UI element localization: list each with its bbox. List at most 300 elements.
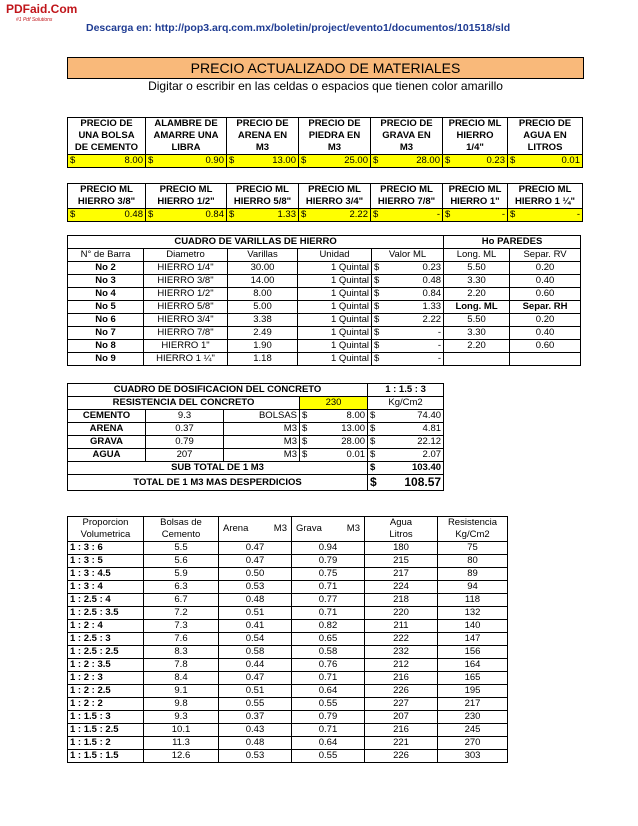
bags-value: 7.8 [144, 659, 219, 672]
gravel-value: 0.75 [292, 568, 365, 581]
sand-value: 0.55 [219, 698, 292, 711]
rebar-bar: No 8 [68, 340, 144, 353]
prices1-price-input-value: 0.90 [205, 155, 224, 166]
rebar-bar: No 7 [68, 327, 144, 340]
water-value: 207 [365, 711, 438, 724]
proportion-ratio: 1 : 3 : 5 [68, 555, 144, 568]
bags-value: 10.1 [144, 724, 219, 737]
bags-value: 11.3 [144, 737, 219, 750]
resistance-value: 230 [438, 711, 508, 724]
material-unit: BOLSAS [224, 410, 300, 423]
material-total-value: 4.81 [422, 423, 442, 434]
sand-value: 0.50 [219, 568, 292, 581]
rebar-value [372, 327, 444, 340]
rebar-value-value: - [437, 340, 442, 351]
prices1-price-input[interactable] [68, 155, 146, 168]
prices1-price-input-value: 25.00 [344, 155, 368, 166]
material-total-value: 74.40 [417, 410, 442, 421]
prices2-header-line: PRECIO ML [308, 184, 361, 195]
table-row [68, 685, 508, 698]
proportion-ratio: 1 : 1.5 : 2 [68, 737, 144, 750]
water-value: 180 [365, 542, 438, 555]
material-price-value: 8.00 [346, 410, 366, 421]
resistance-value: 195 [438, 685, 508, 698]
prices2-price-input[interactable] [508, 209, 583, 222]
prices1-header-line: PRECIO DE [236, 118, 289, 129]
prices2-header-line: PRECIO ML [236, 184, 289, 195]
sand-value: 0.43 [219, 724, 292, 737]
sand-value: 0.48 [219, 737, 292, 750]
rebar-value [372, 340, 444, 353]
subtotal-value-value: 103.40 [411, 462, 442, 473]
prices1-header [68, 118, 146, 155]
walls-separation: 0.60 [510, 340, 581, 353]
rebar-quantity: 1.18 [228, 353, 298, 366]
rebar-unit: 1 Quintal [298, 301, 372, 314]
table-row [68, 568, 508, 581]
rebar-quantity: 2.49 [228, 327, 298, 340]
prices1-price-input[interactable] [508, 155, 583, 168]
prices1-header-line: 1/4" [466, 142, 484, 153]
table-row [68, 410, 444, 423]
rebar-diameter: HIERRO 1/2" [144, 288, 228, 301]
proportion-ratio: 1 : 2.5 : 3.5 [68, 607, 144, 620]
table-row [68, 301, 581, 314]
material-total-currency: $ [370, 410, 376, 421]
bags-header-line: Bolsas de [160, 517, 202, 528]
rebar-bar: No 6 [68, 314, 144, 327]
walls-separation: 0.40 [510, 327, 581, 340]
bags-value: 5.9 [144, 568, 219, 581]
prices1-price-input-value: 0.23 [486, 155, 505, 166]
gravel-header [292, 517, 365, 542]
prices1-header-line: UNA BOLSA [78, 130, 135, 141]
subtotal-value [368, 462, 444, 475]
proportion-ratio: 1 : 2 : 4 [68, 620, 144, 633]
rebar-unit: 1 Quintal [298, 288, 372, 301]
rebar-column-header: N° de Barra [68, 249, 144, 262]
rebar-bar: No 2 [68, 262, 144, 275]
table-row [68, 288, 581, 301]
total-label: TOTAL DE 1 M3 MAS DESPERDICIOS [68, 475, 368, 491]
prices2-price-input[interactable] [299, 209, 371, 222]
prices2-price-input[interactable] [371, 209, 443, 222]
rebar-diameter: HIERRO 1/4" [144, 262, 228, 275]
rebar-value-value: 0.23 [422, 262, 442, 273]
material-total [368, 436, 444, 449]
prices-table-1 [67, 117, 583, 168]
resistance-value: 89 [438, 568, 508, 581]
gravel-value: 0.71 [292, 724, 365, 737]
walls-length: 3.30 [444, 275, 510, 288]
resistance-value: 303 [438, 750, 508, 763]
water-value: 217 [365, 568, 438, 581]
brand-tagline: #1 Pdf Solutions [16, 17, 53, 23]
prices1-header-line: AGUA EN [523, 130, 567, 141]
download-link[interactable]: Descarga en: http://pop3.arq.com.mx/boletin/project/evento1/documentos/101518/sld [86, 22, 511, 34]
rebar-table [67, 235, 581, 366]
resistance-value: 147 [438, 633, 508, 646]
prices1-header-line: LITROS [527, 142, 563, 153]
prices2-value-row [68, 209, 583, 222]
rebar-unit: 1 Quintal [298, 327, 372, 340]
water-value: 222 [365, 633, 438, 646]
prices1-price-input-value: 28.00 [416, 155, 440, 166]
walls-length [444, 353, 510, 366]
rebar-value [372, 301, 444, 314]
prices1-header-line: PRECIO DE [308, 118, 361, 129]
subtotal-label: SUB TOTAL DE 1 M3 [68, 462, 368, 475]
material-quantity: 0.79 [146, 436, 224, 449]
resistance-header-line: Kg/Cm2 [455, 529, 490, 540]
rebar-value-value: - [437, 353, 442, 364]
material-total-value: 22.12 [417, 436, 442, 447]
walls-length: Long. ML [444, 301, 510, 314]
prices2-price-input-value: 1.33 [277, 209, 296, 220]
subtotal-value-currency: $ [370, 462, 376, 473]
table-row [68, 449, 444, 462]
material-total [368, 423, 444, 436]
gravel-value: 0.55 [292, 698, 365, 711]
dosage-table [67, 383, 444, 491]
bags-value: 9.3 [144, 711, 219, 724]
rebar-value-currency: $ [374, 301, 380, 312]
walls-length: 2.20 [444, 288, 510, 301]
rebar-value-currency: $ [374, 353, 380, 364]
prices2-header-line: PRECIO ML [448, 184, 502, 195]
bags-value: 7.3 [144, 620, 219, 633]
bags-value: 6.3 [144, 581, 219, 594]
rebar-diameter: HIERRO 7/8" [144, 327, 228, 340]
sand-value: 0.53 [219, 581, 292, 594]
proportion-header-line: Proporcion [82, 517, 129, 528]
rebar-value-currency: $ [374, 288, 380, 299]
water-value: 216 [365, 724, 438, 737]
water-value: 232 [365, 646, 438, 659]
table-row [68, 581, 508, 594]
gravel-value: 0.55 [292, 750, 365, 763]
proportion-ratio: 1 : 2 : 2.5 [68, 685, 144, 698]
proportions-header-row [68, 517, 508, 542]
prices2-price-input-value: 0.84 [205, 209, 224, 220]
prices2-price-input-currency: $ [301, 209, 307, 220]
rebar-diameter: HIERRO 3/4" [144, 314, 228, 327]
prices2-price-input[interactable] [68, 209, 146, 222]
table-row [68, 620, 508, 633]
prices2-price-input-value: - [436, 209, 440, 220]
water-value: 220 [365, 607, 438, 620]
gravel-value: 0.71 [292, 672, 365, 685]
material-name: GRAVA [68, 436, 146, 449]
gravel-value: 0.94 [292, 542, 365, 555]
prices1-header-line: PRECIO DE [380, 118, 433, 129]
bags-value: 5.6 [144, 555, 219, 568]
proportion-ratio: 1 : 2 : 2 [68, 698, 144, 711]
page-title: PRECIO ACTUALIZADO DE MATERIALES [190, 60, 461, 76]
material-price-value: 28.00 [341, 436, 366, 447]
table-row [68, 633, 508, 646]
proportion-ratio: 1 : 2 : 3 [68, 672, 144, 685]
resistance-header [438, 517, 508, 542]
gravel-value: 0.58 [292, 646, 365, 659]
prices2-price-input-value: 0.48 [124, 209, 143, 220]
walls-length: 5.50 [444, 262, 510, 275]
prices1-header-row [68, 118, 583, 155]
proportion-ratio: 1 : 2 : 3.5 [68, 659, 144, 672]
rebar-unit: 1 Quintal [298, 353, 372, 366]
prices1-price-input[interactable] [146, 155, 227, 168]
sand-header-label: Arena [223, 523, 249, 534]
prices2-price-input-currency: $ [510, 209, 516, 220]
prices1-price-input-currency: $ [445, 155, 451, 166]
proportion-ratio: 1 : 2.5 : 2.5 [68, 646, 144, 659]
rebar-value [372, 353, 444, 366]
prices2-price-input-value: 2.22 [349, 209, 368, 220]
resistance-value: 156 [438, 646, 508, 659]
table-row [68, 436, 444, 449]
rebar-value-value: 0.84 [422, 288, 442, 299]
material-total-value: 2.07 [422, 449, 442, 460]
resistance-value: 132 [438, 607, 508, 620]
walls-separation: 0.20 [510, 262, 581, 275]
prices2-header [68, 184, 146, 209]
bags-value: 7.2 [144, 607, 219, 620]
walls-separation: 0.40 [510, 275, 581, 288]
material-price-currency: $ [302, 449, 308, 460]
rebar-diameter: HIERRO 1 ¼" [144, 353, 228, 366]
prices1-price-input-value: 13.00 [272, 155, 296, 166]
proportion-ratio: 1 : 1.5 : 2.5 [68, 724, 144, 737]
material-unit: M3 [224, 436, 300, 449]
prices1-header-line: M3 [327, 142, 342, 153]
total-value-value: 108.57 [404, 475, 442, 489]
water-value: 226 [365, 750, 438, 763]
prices1-price-input[interactable] [227, 155, 299, 168]
sand-value: 0.47 [219, 672, 292, 685]
rebar-diameter: HIERRO 5/8" [144, 301, 228, 314]
material-name: AGUA [68, 449, 146, 462]
rebar-column-header: Unidad [298, 249, 372, 262]
water-value: 226 [365, 685, 438, 698]
prices1-price-input-currency: $ [510, 155, 516, 166]
resistance-header-line: Resistencia [447, 517, 498, 528]
walls-title: Ho PAREDES [444, 236, 581, 249]
table-row [68, 737, 508, 750]
prices1-header-line: M3 [255, 142, 270, 153]
prices1-price-input-value: 0.01 [561, 155, 580, 166]
prices2-header-line: HIERRO 3/8" [77, 196, 136, 207]
gravel-value: 0.79 [292, 555, 365, 568]
prices2-header-row [68, 184, 583, 209]
table-row [68, 724, 508, 737]
prices1-header-line: LIBRA [171, 142, 201, 153]
rebar-header-row [68, 249, 581, 262]
prices2-price-input-value: - [576, 209, 580, 220]
bags-value: 5.5 [144, 542, 219, 555]
rebar-bar: No 3 [68, 275, 144, 288]
prices1-price-input[interactable] [443, 155, 508, 168]
prices2-price-input[interactable] [146, 209, 227, 222]
resistance-value: 164 [438, 659, 508, 672]
instructions [67, 78, 584, 94]
rebar-value-value: 2.22 [422, 314, 442, 325]
total-row [68, 475, 444, 491]
proportions-table [67, 516, 508, 763]
water-header [365, 517, 438, 542]
subtotal-row [68, 462, 444, 475]
rebar-quantity: 30.00 [228, 262, 298, 275]
rebar-bar: No 5 [68, 301, 144, 314]
sand-value: 0.41 [219, 620, 292, 633]
gravel-value: 0.71 [292, 581, 365, 594]
resistance-value: 245 [438, 724, 508, 737]
sand-header [219, 517, 292, 542]
bags-header-line: Cemento [161, 529, 201, 540]
walls-separation: 0.20 [510, 314, 581, 327]
material-price-value: 0.01 [346, 449, 366, 460]
table-row [68, 750, 508, 763]
proportion-ratio: 1 : 2.5 : 4 [68, 594, 144, 607]
prices2-header-line: HIERRO 3/4" [305, 196, 364, 207]
rebar-diameter: HIERRO 3/8" [144, 275, 228, 288]
prices2-header [443, 184, 508, 209]
dosage-title-row [68, 384, 444, 397]
sand-value: 0.47 [219, 542, 292, 555]
sand-value: 0.51 [219, 607, 292, 620]
prices2-header-line: PRECIO ML [518, 184, 572, 195]
prices1-header-line: DE CEMENTO [74, 142, 139, 153]
prices2-header [508, 184, 583, 209]
rebar-unit: 1 Quintal [298, 275, 372, 288]
rebar-unit: 1 Quintal [298, 340, 372, 353]
prices2-price-input[interactable] [227, 209, 299, 222]
gravel-value: 0.76 [292, 659, 365, 672]
table-row [68, 672, 508, 685]
proportion-ratio: 1 : 2.5 : 3 [68, 633, 144, 646]
prices1-header [508, 118, 583, 155]
prices2-price-input-currency: $ [445, 209, 451, 220]
material-unit: M3 [224, 423, 300, 436]
prices1-header-line: PIEDRA EN [308, 130, 361, 141]
material-price-currency: $ [302, 410, 308, 421]
prices2-price-input-currency: $ [148, 209, 154, 220]
table-row [68, 340, 581, 353]
rebar-column-header: Varillas [228, 249, 298, 262]
brand-logo: PDFaid.Com [6, 2, 78, 16]
resistance-value: 217 [438, 698, 508, 711]
prices1-price-input[interactable] [299, 155, 371, 168]
rebar-bar: No 9 [68, 353, 144, 366]
resistance-value: 270 [438, 737, 508, 750]
prices1-price-input[interactable] [371, 155, 443, 168]
gravel-value: 0.65 [292, 633, 365, 646]
material-price-currency: $ [302, 436, 308, 447]
prices2-header-line: HIERRO 7/8" [377, 196, 436, 207]
prices2-price-input-currency: $ [229, 209, 235, 220]
resistance-label: RESISTENCIA DEL CONCRETO [68, 397, 300, 410]
rebar-quantity: 1.90 [228, 340, 298, 353]
material-total-currency: $ [370, 449, 376, 460]
material-quantity: 0.37 [146, 423, 224, 436]
rebar-title: CUADRO DE VARILLAS DE HIERRO [68, 236, 444, 249]
resistance-value: 140 [438, 620, 508, 633]
prices2-price-input[interactable] [443, 209, 508, 222]
prices1-header [443, 118, 508, 155]
bags-value: 7.6 [144, 633, 219, 646]
bags-value: 8.4 [144, 672, 219, 685]
prices1-header-line: PRECIO DE [80, 118, 133, 129]
prices1-header [371, 118, 443, 155]
proportion-ratio: 1 : 3 : 4 [68, 581, 144, 594]
table-row [68, 275, 581, 288]
water-value: 224 [365, 581, 438, 594]
resistance-input[interactable]: 230 [300, 397, 368, 410]
prices1-price-input-currency: $ [373, 155, 379, 166]
prices1-header-line: PRECIO DE [518, 118, 572, 129]
table-row [68, 327, 581, 340]
prices2-header-line: PRECIO ML [80, 184, 133, 195]
resistance-value: 118 [438, 594, 508, 607]
prices2-header [371, 184, 443, 209]
table-row [68, 646, 508, 659]
prices1-header [299, 118, 371, 155]
prices2-header-line: HIERRO 1/2" [157, 196, 215, 207]
material-price [300, 436, 368, 449]
prices2-header-line: PRECIO ML [380, 184, 433, 195]
rebar-unit: 1 Quintal [298, 262, 372, 275]
prices1-header-line: GRAVA EN [382, 130, 431, 141]
total-value [368, 475, 444, 491]
prices1-price-input-currency: $ [301, 155, 307, 166]
rebar-quantity: 3.38 [228, 314, 298, 327]
rebar-value [372, 262, 444, 275]
sand-value: 0.51 [219, 685, 292, 698]
prices1-value-row [68, 155, 583, 168]
dosage-title: CUADRO DE DOSIFICACION DEL CONCRETO [68, 384, 368, 397]
water-header-line: Agua [389, 517, 413, 528]
prices2-header [299, 184, 371, 209]
sand-value: 0.44 [219, 659, 292, 672]
prices1-price-input-currency: $ [148, 155, 154, 166]
prices1-header [146, 118, 227, 155]
prices1-header-line: M3 [399, 142, 414, 153]
table-row [68, 711, 508, 724]
table-row [68, 555, 508, 568]
rebar-quantity: 8.00 [228, 288, 298, 301]
bags-value: 9.1 [144, 685, 219, 698]
rebar-value-value: 1.33 [422, 301, 442, 312]
prices2-header-line: HIERRO 1" [450, 196, 500, 207]
table-row [68, 698, 508, 711]
water-value: 216 [365, 672, 438, 685]
resistance-value: 75 [438, 542, 508, 555]
bags-value: 9.8 [144, 698, 219, 711]
water-header-line: Litros [389, 529, 413, 540]
bags-header [144, 517, 219, 542]
rebar-column-header: Valor ML [372, 249, 444, 262]
prices1-header-line: ALAMBRE DE [154, 118, 218, 129]
table-row [68, 542, 508, 555]
instructions-text: Digitar o escribir en las celdas o espacios que tienen color amarillo [148, 79, 503, 93]
proportion-header-line: Volumetrica [80, 529, 131, 540]
proportion-ratio: 1 : 1.5 : 3 [68, 711, 144, 724]
prices1-header [227, 118, 299, 155]
prices1-price-input-currency: $ [229, 155, 235, 166]
prices1-price-input-value: 8.00 [124, 155, 143, 166]
sand-header-unit: M3 [273, 523, 287, 534]
proportion-ratio: 1 : 1.5 : 1.5 [68, 750, 144, 763]
resistance-value: 94 [438, 581, 508, 594]
